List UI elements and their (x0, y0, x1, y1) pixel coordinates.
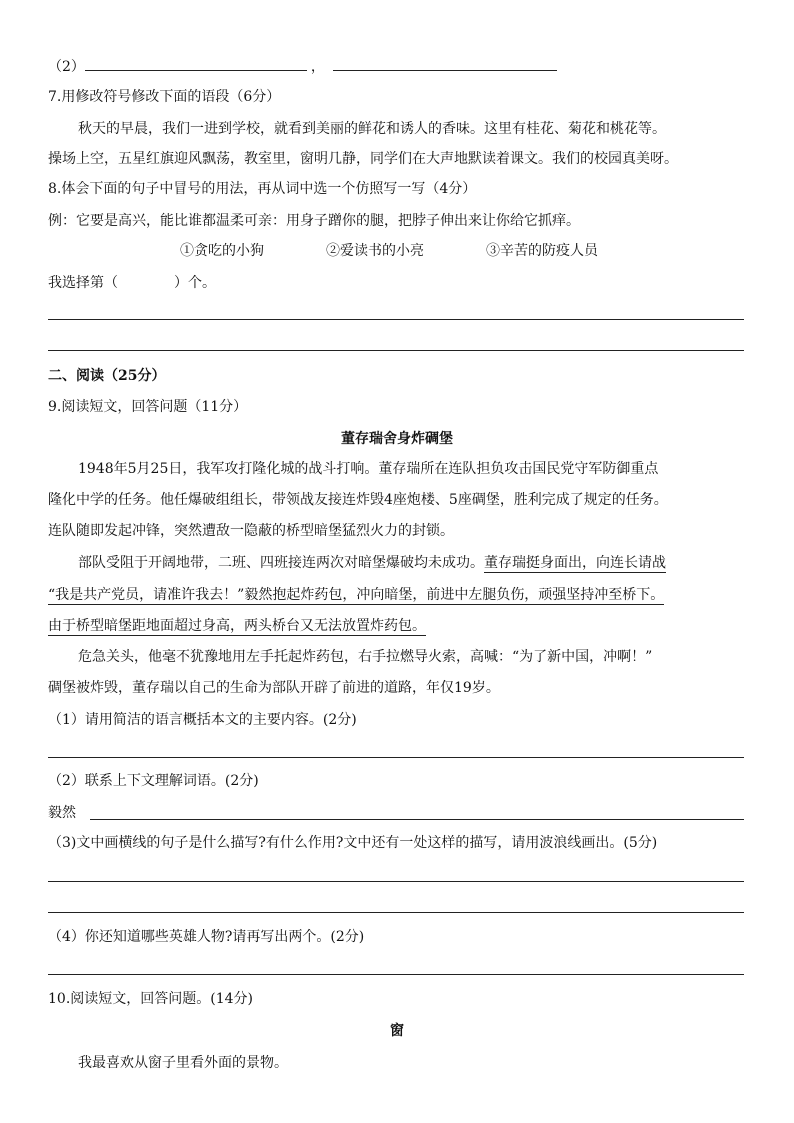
q8-answer-line-2[interactable] (48, 350, 744, 351)
q7-paragraph-line-1: 秋天的早晨，我们一进到学校，就看到美丽的鲜花和诱人的香味。这里有桂花、菊花和桃花等。 (78, 121, 666, 137)
q9-sub4-answer-line[interactable] (48, 974, 744, 975)
q7-heading: 7.用修改符号修改下面的语段（6分） (48, 89, 281, 105)
q9-p1-line-1: 1948年5月25日，我军攻打隆化城的战斗打响。董存瑞所在连队担负攻击国民党守军防御重点 (78, 461, 659, 477)
q9-p2-line-2 (48, 586, 664, 604)
q9-sub2-word: 毅然 (48, 805, 76, 821)
q9-heading: 9.阅读短文，回答问题（11分） (48, 399, 248, 415)
q9-sub-question-2: （2）联系上下文理解词语。(2分) (48, 773, 259, 789)
q9-sub3-answer-line-2[interactable] (48, 912, 744, 913)
q6-item2-label: （2） (48, 59, 85, 75)
q9-underlined-sentence-part-1: 董存瑞挺身面出，向连长请战 (484, 555, 666, 571)
q7-paragraph-line-2: 操场上空，五星红旗迎风飘荡，教室里，窗明几静，同学们在大声地默读着课文。我们的校园真美呀。 (48, 151, 678, 167)
q9-sub-question-3: （3)文中画横线的句子是什么描写?有什么作用?文中还有一处这样的描写，请用波浪线画出。(5分) (48, 835, 658, 851)
q9-p1-line-3: 连队随即发起冲锋，突然遭敌一隐蔽的桥型暗堡猛烈火力的封锁。 (48, 523, 454, 539)
q9-p2-plain-text: 部队受阻于开阔地带，二班、四班接连两次对暗堡爆破均未成功。 (78, 555, 484, 571)
q9-sub2-answer-line[interactable] (90, 819, 744, 820)
q8-option-2: ②爱读书的小亮 (326, 243, 424, 259)
q9-sub-question-4: （4）你还知道哪些英雄人物?请再写出两个。(2分) (48, 929, 365, 945)
q9-p2-line-1 (78, 554, 666, 572)
q9-sub3-answer-line-1[interactable] (48, 881, 744, 882)
q9-p3-line-2: 碉堡被炸毁，董存瑞以自己的生命为部队开辟了前进的道路，年仅19岁。 (48, 680, 500, 696)
q9-p2-line-3 (48, 617, 426, 635)
q8-option-3: ③辛苦的防疫人员 (486, 243, 598, 259)
q10-heading: 10.阅读短文，回答问题。(14分) (48, 991, 254, 1007)
q6-blank-2[interactable] (333, 56, 557, 71)
q8-choose-line: 我选择第（ ）个。 (48, 275, 216, 291)
q10-p1: 我最喜欢从窗子里看外面的景物。 (78, 1055, 288, 1071)
q9-p3-line-1: 危急关头，他毫不犹豫地用左手托起炸药包，右手拉燃导火索，高喊：“为了新中国，冲啊！” (78, 649, 653, 665)
q9-sub-question-1: （1）请用简洁的语言概括本文的主要内容。(2分) (48, 712, 357, 728)
q9-p1-line-2: 隆化中学的任务。他任爆破组组长，带领战友接连炸毁4座炮楼、5座碉堡，胜利完成了规定的任务。 (48, 492, 668, 508)
q8-option-1: ①贪吃的小狗 (180, 243, 264, 259)
q10-article-title: 窗 (390, 1023, 404, 1039)
q8-example: 例：它要是高兴，能比谁都温柔可亲：用身子蹭你的腿，把脖子伸出来让你给它抓痒。 (48, 213, 580, 229)
q8-answer-line-1[interactable] (48, 319, 744, 320)
q6-blank-1[interactable] (85, 56, 307, 71)
q9-sub1-answer-line[interactable] (48, 757, 744, 758)
q9-underlined-sentence-part-2: “我是共产党员，请准许我去！”毅然抱起炸药包，冲向暗堡，前进中左腿负伤，顽强坚持冲至桥下。 (48, 587, 665, 603)
q6-comma: ， (310, 59, 325, 75)
q8-heading: 8.体会下面的句子中冒号的用法，再从词中选一个仿照写一写（4分） (48, 181, 477, 197)
section-2-heading: 二、阅读（25分） (48, 368, 166, 384)
q6-item2 (48, 56, 557, 76)
q9-underlined-sentence-part-3: 由于桥型暗堡距地面超过身高，两头桥台又无法放置炸药包。 (48, 618, 426, 634)
q9-article-title: 董存瑞舍身炸碉堡 (341, 431, 453, 447)
